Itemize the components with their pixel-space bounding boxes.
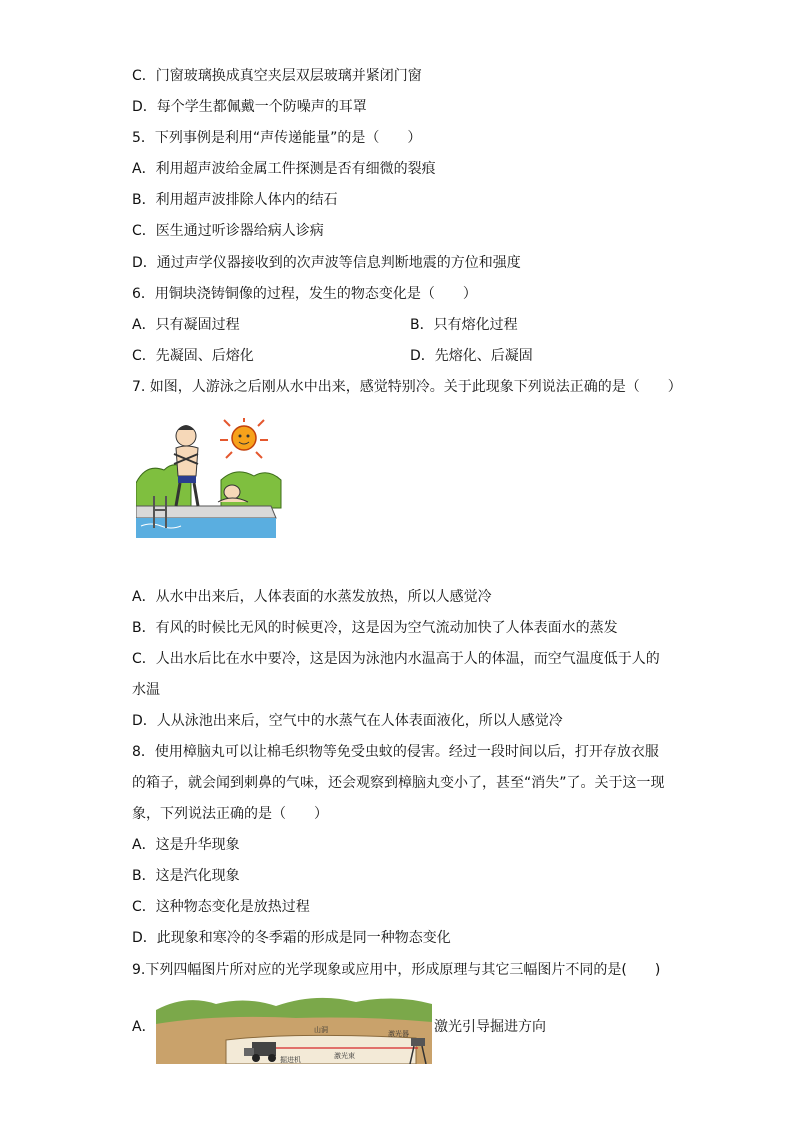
q8-option-d: D．此现象和寒冷的冬季霜的形成是同一种物态变化 (132, 930, 451, 946)
tunnel-laser-figure (156, 992, 432, 1064)
q7-option-a: A．从水中出来后，人体表面的水蒸发放热，所以人感觉冷 (132, 589, 492, 605)
q5-option-b: B．利用超声波排除人体内的结石 (132, 192, 338, 208)
label-cave: 山洞 (314, 1026, 328, 1034)
option-c-line: C．门窗玻璃换成真空夹层双层玻璃并紧闭门窗 (132, 68, 422, 84)
question-8-line3: 象，下列说法正确的是（ ） (132, 806, 328, 822)
question-5: 5．下列事例是利用“声传递能量”的是（ ） (132, 130, 422, 146)
question-8-line2: 的箱子，就会闻到刺鼻的气味，还会观察到樟脑丸变小了，甚至“消失”了。关于这一现 (132, 775, 665, 791)
q9-option-a-label: A． (132, 1019, 156, 1035)
q5-option-a: A．利用超声波给金属工件探测是否有细微的裂痕 (132, 161, 436, 177)
q5-option-c: C．医生通过听诊器给病人诊病 (132, 223, 324, 239)
q6-option-a: A．只有凝固过程 (132, 317, 240, 333)
label-beam: 激光束 (334, 1052, 355, 1060)
swimmer-figure (136, 418, 286, 538)
q7-option-b: B．有风的时候比无风的时候更冷，这是因为空气流动加快了人体表面水的蒸发 (132, 620, 618, 636)
q6-option-d: D．先熔化、后凝固 (410, 348, 533, 364)
q9-option-a-text: 激光引导掘进方向 (434, 1019, 546, 1035)
q6-option-c: C．先凝固、后熔化 (132, 348, 254, 364)
q6-option-b: B．只有熔化过程 (410, 317, 518, 333)
q7-option-c-line1: C．人出水后比在水中要冷，这是因为泳池内水温高于人的体温，而空气温度低于人的 (132, 651, 660, 667)
q7-option-c-line2: 水温 (132, 682, 160, 698)
q7-option-d: D．人从泳池出来后，空气中的水蒸气在人体表面液化，所以人感觉冷 (132, 713, 563, 729)
q5-option-d: D．通过声学仪器接收到的次声波等信息判断地震的方位和强度 (132, 255, 521, 271)
q8-option-b: B．这是汽化现象 (132, 868, 240, 884)
q8-option-a: A．这是升华现象 (132, 837, 240, 853)
question-7: 7. 如图，人游泳之后刚从水中出来，感觉特别冷。关于此现象下列说法正确的是（ ） (132, 379, 682, 395)
question-9: 9.下列四幅图片所对应的光学现象或应用中，形成原理与其它三幅图片不同的是( ) (132, 962, 661, 978)
question-6: 6．用铜块浇铸铜像的过程，发生的物态变化是（ ） (132, 286, 477, 302)
question-8-line1: 8．使用樟脑丸可以让棉毛织物等免受虫蚊的侵害。经过一段时间以后，打开存放衣服 (132, 744, 659, 760)
label-machine: 掘进机 (280, 1056, 301, 1064)
option-d-line: D．每个学生都佩戴一个防噪声的耳罩 (132, 99, 367, 115)
q8-option-c: C．这种物态变化是放热过程 (132, 899, 310, 915)
label-laser-device: 激光器 (388, 1030, 409, 1038)
